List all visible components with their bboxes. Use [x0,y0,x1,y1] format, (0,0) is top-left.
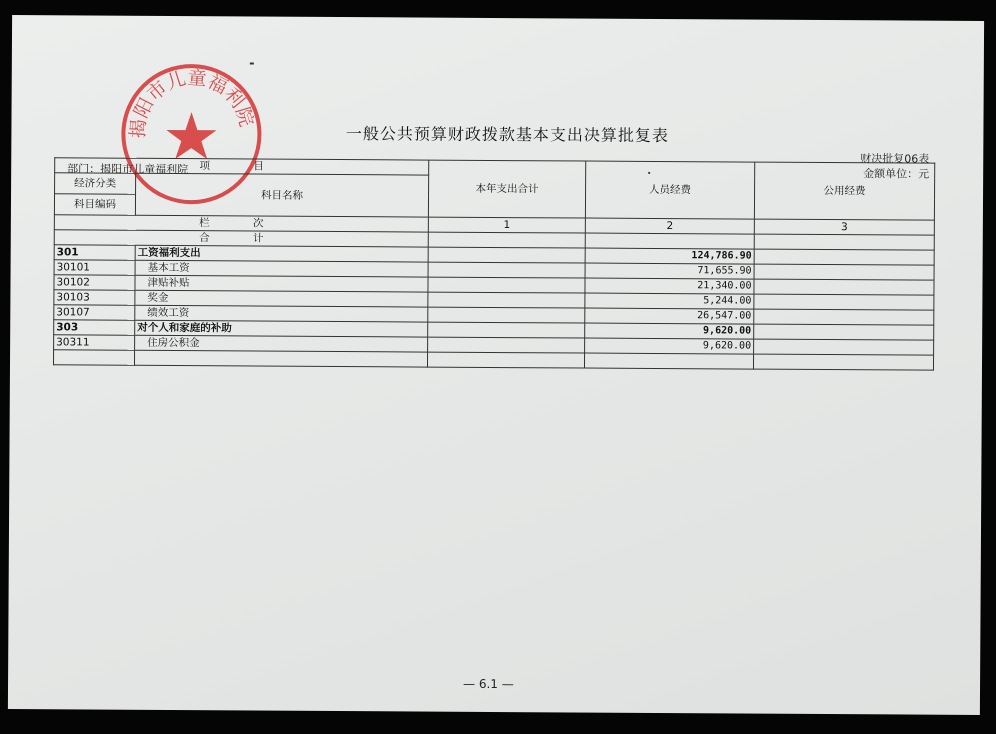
scan-mark [250,62,254,64]
unit-label: 金额单位：元 [863,167,930,181]
col-1: 1 [428,217,585,233]
col-2: 2 [585,218,754,234]
header-econ-class: 经济分类 [55,173,136,194]
sum-label: 合 计 [54,230,428,247]
svg-text:揭阳市儿童福利院: 揭阳市儿童福利院 [126,66,258,139]
header-public: 公用经费 [754,162,934,220]
table-number: 财决批复06表 [860,152,930,166]
col-3: 3 [754,219,934,235]
table-row: 301 工资福利支出 124,786.90 [54,245,934,265]
department-label: 部门：揭阳市儿童福利院 [67,162,189,177]
table-row: 30102 津贴补贴 21,340.00 [54,275,934,295]
table-row: 303 对个人和家庭的补助 9,620.00 [54,320,934,340]
header-item: 项 目 [55,158,429,175]
header-personnel: 人员经费 [585,161,754,219]
table-row: 30311 住房公积金 9,620.00 [54,335,934,355]
table-row: 30107 绩效工资 26,547.00 [54,305,934,325]
document-page [8,15,984,715]
table-row: 30103 奖金 5,244.00 [54,290,934,310]
budget-table [53,157,935,370]
header-item-name: 科目名称 [135,173,428,217]
col-label: 栏 次 [54,215,428,232]
header-total: 本年支出合计 [428,160,585,218]
table-row: 30101 基本工资 71,655.90 [54,260,934,280]
page-number: — 6.1 — [463,676,514,692]
header-item-code: 科目编码 [54,194,135,215]
page-title: 一般公共预算财政拨款基本支出决算批复表 [345,124,669,146]
